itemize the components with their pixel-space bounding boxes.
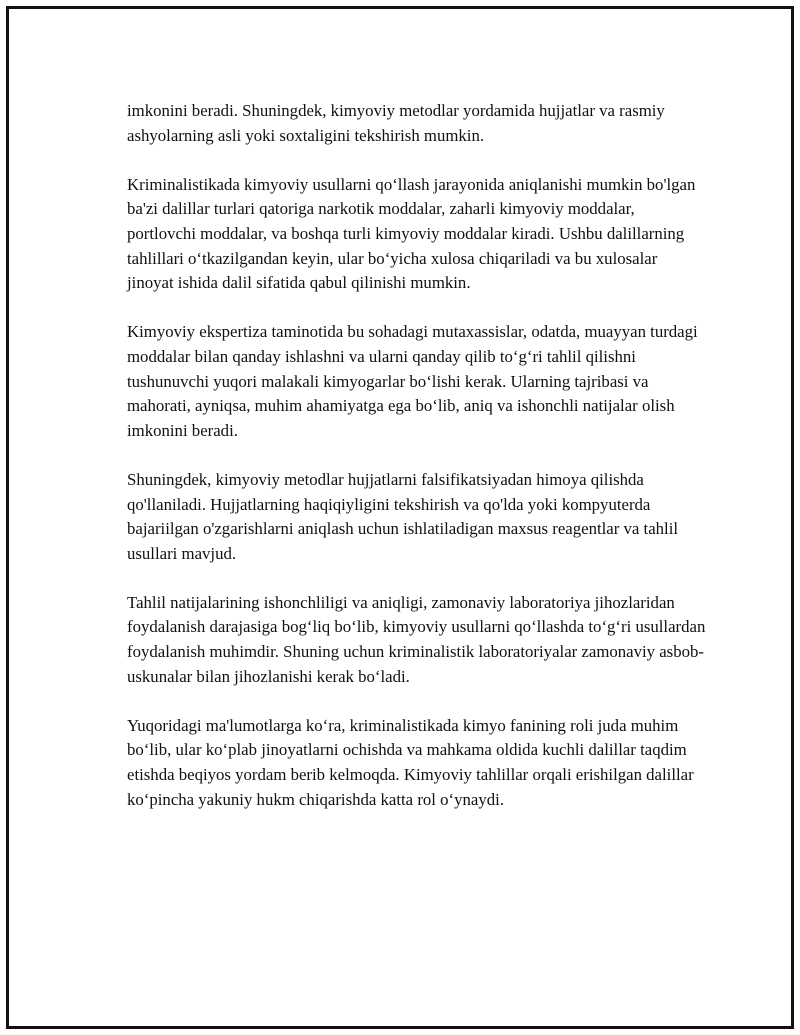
- paragraph-3: Kimyoviy ekspertiza taminotida bu sohadagi mutaxassislar, odatda, muayyan turdagi moddalar bilan qanday ishlashni va ularni qanday qilib to‘g‘ri tahlil qilishni tushunuvchi yuqori malakali kimyogarlar bo‘lishi kerak. Ularning tajribasi va mahorati, ayniqsa, muhim ahamiyatga ega bo‘lib, aniq va ishonchli natijalar olish imkonini beradi.: [127, 322, 698, 440]
- paragraph-5: Tahlil natijalarining ishonchliligi va aniqligi, zamonaviy laboratoriya jihozlaridan foydalanish darajasiga bog‘liq bo‘lib, kimyoviy usullarni qo‘llashda to‘g‘ri usullardan foydalanish muhimdir. Shuning uchun kriminalistik laboratoriyalar zamonaviy asbob-uskunalar bilan jihozlanishi kerak bo‘ladi.: [127, 592, 706, 686]
- document-body: [127, 99, 707, 812]
- paragraph-4: Shuningdek, kimyoviy metodlar hujjatlarni falsifikatsiyadan himoya qilishda qo'llaniladi. Hujjatlarning haqiqiyligini tekshirish va qo'lda yoki kompyuterda bajariilgan o'zgarishlarni aniqlash uchun ishlatiladigan maxsus reagentlar va tahlil usullari mavjud.: [127, 469, 679, 563]
- page-border: [6, 6, 794, 1029]
- paragraph-6: Yuqoridagi ma'lumotlarga ko‘ra, kriminalistikada kimyo fanining roli juda muhim bo‘lib, ular ko‘plab jinoyatlarni ochishda va mahkama oldida kuchli dalillar taqdim etishda beqiyos yordam berib kelmoqda. Kimyoviy tahlillar orqali erishilgan dalillar ko‘pincha yakuniy hukm chiqarishda katta rol o‘ynaydi.: [127, 715, 694, 809]
- paragraph-2: Kriminalistikada kimyoviy usullarni qo‘llash jarayonida aniqlanishi mumkin bo'lgan ba'zi dalillar turlari qatoriga narkotik moddalar, zaharli kimyoviy moddalar, portlovchi moddalar, va boshqa turli kimyoviy moddalar kiradi. Ushbu dalillarning tahlillari o‘tkazilgandan keyin, ular bo‘yicha xulosa chiqariladi va bu xulosalar jinoyat ishida dalil sifatida qabul qilinishi mumkin.: [127, 174, 696, 293]
- paragraph-1: imkonini beradi. Shuningdek, kimyoviy metodlar yordamida hujjatlar va rasmiy ashyolarning asli yoki soxtaligini tekshirish mumkin.: [127, 101, 665, 145]
